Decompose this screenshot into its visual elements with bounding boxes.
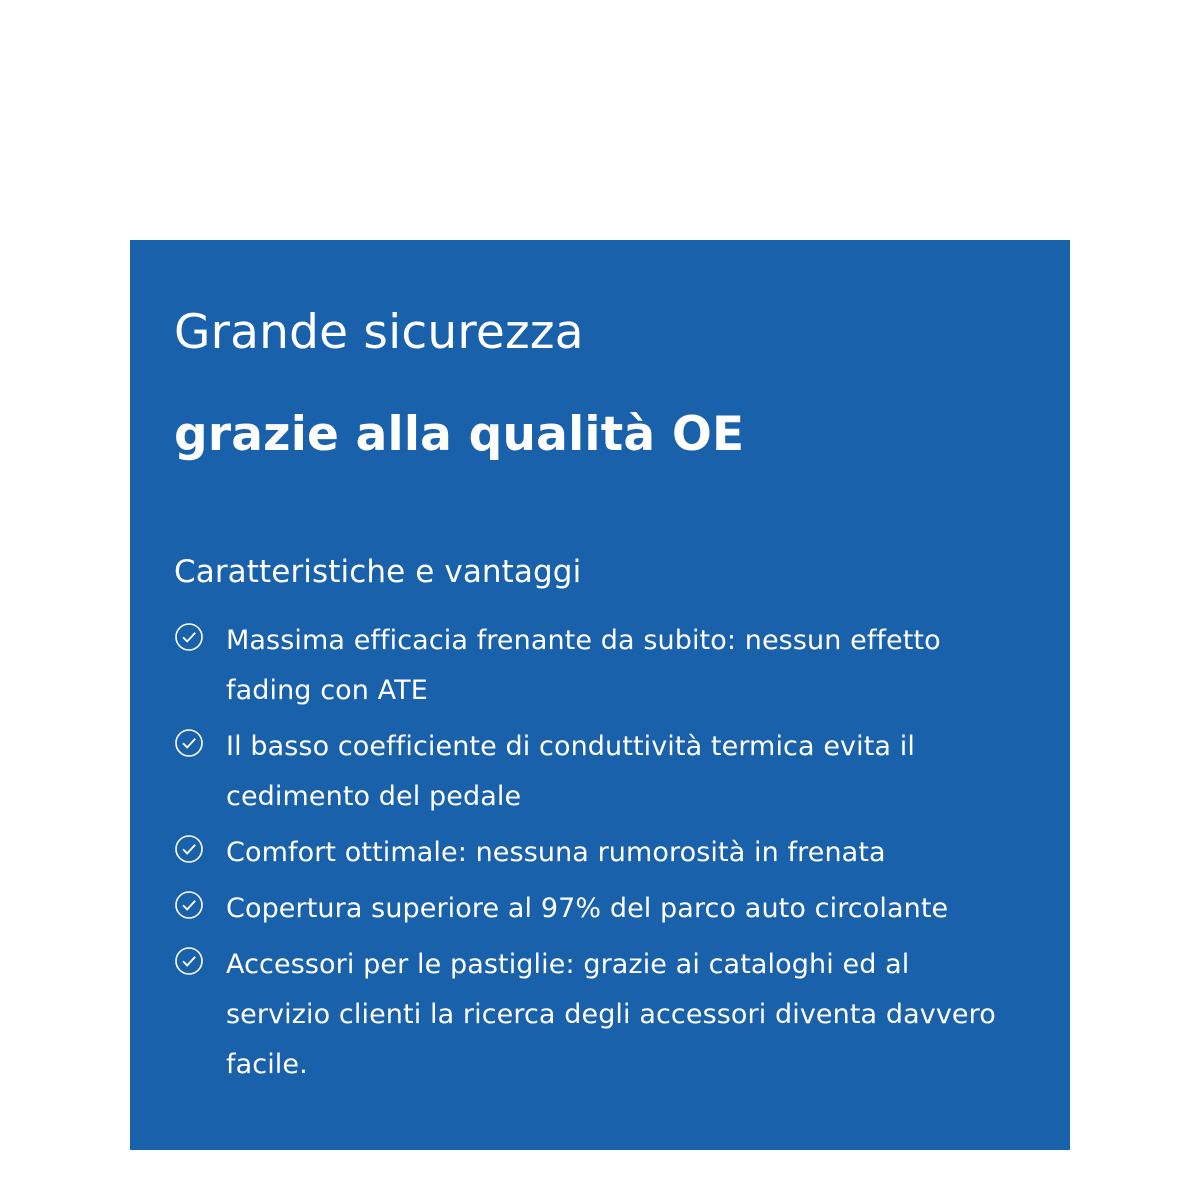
list-item [174, 940, 1006, 1090]
check-circle-icon [174, 834, 204, 864]
check-circle-icon [174, 622, 204, 652]
check-circle-icon [174, 728, 204, 758]
list-item [174, 828, 1006, 878]
headline-line-1: Grande sicurezza [174, 305, 584, 360]
feature-panel [130, 240, 1070, 1150]
check-circle-icon [174, 946, 204, 976]
feature-text: Massima efficacia frenante da subito: nessun effetto fading con ATE [226, 625, 941, 707]
list-item [174, 884, 1006, 934]
list-item [174, 722, 1006, 822]
list-item [174, 616, 1006, 716]
features-list [174, 590, 1006, 1089]
feature-text: Copertura superiore al 97% del parco auto circolante [226, 892, 949, 924]
feature-text: Comfort ottimale: nessuna rumorosità in frenata [226, 836, 886, 868]
features-subheading: Caratteristiche e vantaggi [174, 554, 582, 591]
feature-text: Accessori per le pastiglie: grazie ai cataloghi ed al servizio clienti la ricerca degli accessori diventa davvero facile. [226, 948, 996, 1080]
feature-text: Il basso coefficiente di conduttività termica evita il cedimento del pedale [226, 730, 915, 812]
headline-line-2: grazie alla qualità OE [174, 407, 745, 463]
check-circle-icon [174, 890, 204, 920]
